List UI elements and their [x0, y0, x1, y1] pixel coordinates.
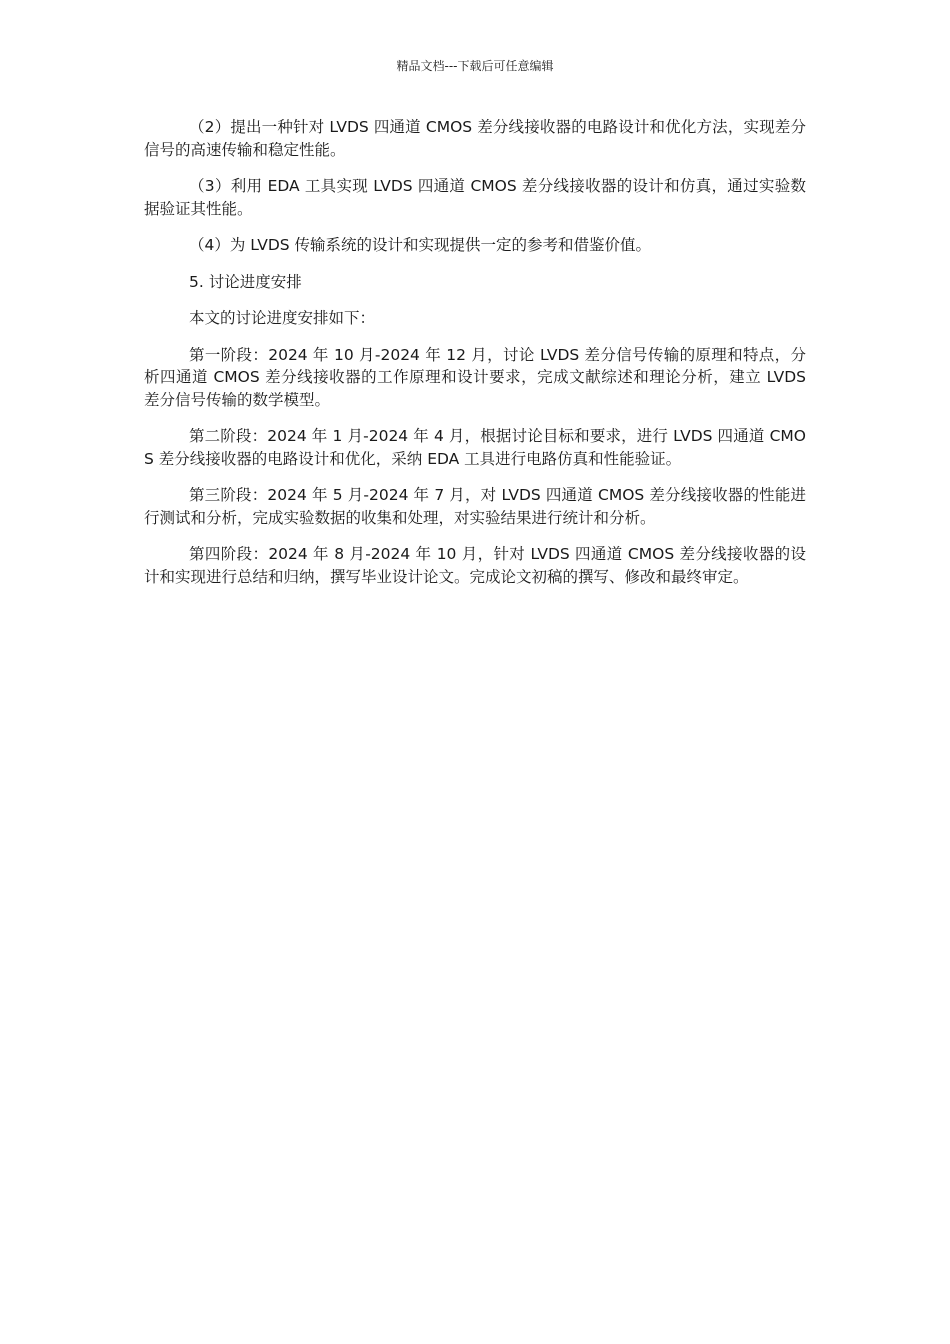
objective-item-2: （2）提出一种针对 LVDS 四通道 CMOS 差分线接收器的电路设计和优化方法，实现差分信号的高速传输和稳定性能。 — [144, 118, 806, 159]
objective-item-4: （4）为 LVDS 传输系统的设计和实现提供一定的参考和借鉴价值。 — [189, 236, 652, 254]
schedule-phase-3: 第三阶段：2024 年 5 月-2024 年 7 月，对 LVDS 四通道 CMOS 差分线接收器的性能进行测试和分析，完成实验数据的收集和处理，对实验结果进行统计和分析。 — [144, 486, 806, 527]
schedule-intro: 本文的讨论进度安排如下： — [189, 309, 376, 327]
schedule-phase-4: 第四阶段：2024 年 8 月-2024 年 10 月，针对 LVDS 四通道 CMOS 差分线接收器的设计和实现进行总结和归纳，撰写毕业设计论文。完成论文初稿的撰写、修改和最终审定。 — [144, 545, 806, 586]
section-heading-schedule: 5. 讨论进度安排 — [189, 272, 302, 291]
objective-item-3: （3）利用 EDA 工具实现 LVDS 四通道 CMOS 差分线接收器的设计和仿真，通过实验数据验证其性能。 — [144, 177, 806, 218]
document-body — [144, 116, 806, 602]
page-header: 精品文档---下载后可任意编辑 — [396, 59, 554, 73]
schedule-phase-1: 第一阶段：2024 年 10 月-2024 年 12 月，讨论 LVDS 差分信号传输的原理和特点，分析四通道 CMOS 差分线接收器的工作原理和设计要求，完成文献综述和理论分析，建立 LVDS 差分信号传输的数学模型。 — [144, 345, 806, 409]
schedule-phase-2: 第二阶段：2024 年 1 月-2024 年 4 月，根据讨论目标和要求，进行 LVDS 四通道 CMOS 差分线接收器的电路设计和优化，采纳 EDA 工具进行电路仿真和性能验证。 — [144, 427, 806, 468]
